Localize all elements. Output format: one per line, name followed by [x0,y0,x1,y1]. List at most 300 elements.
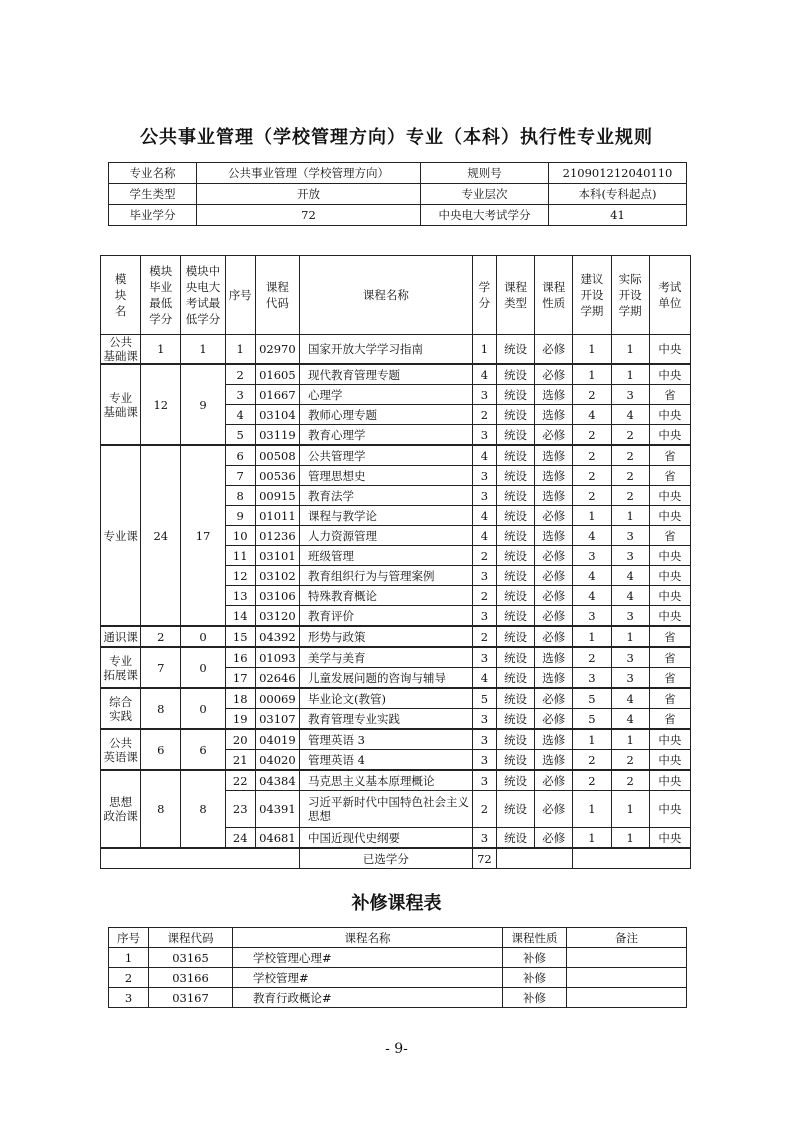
course-code: 00508 [255,445,299,466]
course-type: 统设 [496,770,534,791]
course-seq: 20 [225,729,255,750]
table-row [101,688,691,709]
course-credit: 4 [472,526,496,546]
course-seq: 10 [225,526,255,546]
course-nature: 必修 [535,364,573,385]
course-suggested-term: 1 [573,729,611,750]
module-min-credits: 8 [141,688,181,729]
course-nature: 必修 [535,566,573,586]
course-nature: 必修 [535,335,573,365]
supp-note [567,948,687,968]
course-type: 统设 [496,566,534,586]
module-central-min: 8 [181,770,225,848]
supp-nature: 补修 [503,948,567,968]
supp-nature: 补修 [503,988,567,1008]
page-title: 公共事业管理（学校管理方向）专业（本科）执行性专业规则 [140,127,653,148]
header-nature: 课程 性质 [535,256,573,335]
rule-label: 规则号 [421,163,549,184]
course-credit: 5 [472,688,496,709]
course-seq: 2 [225,364,255,385]
course-name: 教育心理学 [299,425,472,446]
supplementary-table [108,927,687,1008]
course-suggested-term: 2 [573,445,611,466]
course-suggested-term: 3 [573,668,611,689]
course-exam-unit: 中央 [649,364,690,385]
header-actual: 实际 开设 学期 [611,256,649,335]
course-type: 统设 [496,486,534,506]
header-code: 课程 代码 [255,256,299,335]
course-type: 统设 [496,828,534,849]
supp-code: 03167 [149,988,233,1008]
course-seq: 15 [225,626,255,647]
module-min-credits: 12 [141,364,181,445]
course-suggested-term: 5 [573,709,611,730]
course-code: 04681 [255,828,299,849]
course-actual-term: 2 [611,750,649,771]
course-name: 美学与美育 [299,647,472,668]
course-credit: 2 [472,405,496,425]
course-type: 统设 [496,506,534,526]
course-credit: 2 [472,626,496,647]
course-code: 01011 [255,506,299,526]
credits-value: 72 [197,205,421,226]
course-seq: 11 [225,546,255,566]
course-actual-term: 2 [611,445,649,466]
course-name: 管理英语 3 [299,729,472,750]
course-type: 统设 [496,466,534,486]
header-credit: 学 分 [472,256,496,335]
course-nature: 选修 [535,647,573,668]
supplementary-title: 补修课程表 [351,893,442,914]
supp-name: 教育行政概论# [233,988,503,1008]
course-seq: 1 [225,335,255,365]
course-exam-unit: 中央 [649,506,690,526]
course-credit: 4 [472,445,496,466]
module-name: 专业 基础课 [101,364,141,445]
course-name: 国家开放大学学习指南 [299,335,472,365]
module-central-min: 6 [181,729,225,770]
course-name: 习近平新时代中国特色社会主义思想 [299,791,472,828]
table-row [101,770,691,791]
course-actual-term: 3 [611,546,649,566]
course-code: 03120 [255,606,299,627]
supp-header-note: 备注 [567,928,687,948]
course-type: 统设 [496,647,534,668]
module-central-min: 0 [181,647,225,688]
module-min-credits: 2 [141,626,181,647]
course-exam-unit: 中央 [649,425,690,446]
supp-note [567,988,687,1008]
course-suggested-term: 1 [573,506,611,526]
course-name: 班级管理 [299,546,472,566]
course-exam-unit: 省 [649,688,690,709]
supp-name: 学校管理# [233,968,503,988]
course-type: 统设 [496,791,534,828]
course-code: 04392 [255,626,299,647]
course-credit: 3 [472,647,496,668]
module-min-credits: 8 [141,770,181,848]
course-name: 教育组织行为与管理案例 [299,566,472,586]
course-actual-term: 4 [611,709,649,730]
course-actual-term: 2 [611,770,649,791]
level-label: 专业层次 [421,184,549,205]
course-actual-term: 2 [611,466,649,486]
course-suggested-term: 1 [573,828,611,849]
header-name: 课程名称 [299,256,472,335]
course-table [100,255,691,869]
supp-row [109,948,687,968]
course-actual-term: 1 [611,791,649,828]
course-suggested-term: 1 [573,364,611,385]
course-suggested-term: 4 [573,566,611,586]
course-credit: 3 [472,566,496,586]
course-suggested-term: 2 [573,750,611,771]
selected-credits-value: 72 [472,848,496,869]
course-actual-term: 1 [611,335,649,365]
course-code: 03119 [255,425,299,446]
course-exam-unit: 省 [649,668,690,689]
course-type: 统设 [496,586,534,606]
central-credits-value: 41 [549,205,687,226]
table-row [101,364,691,385]
course-name: 教师心理专题 [299,405,472,425]
course-name: 教育管理专业实践 [299,709,472,730]
course-credit: 3 [472,385,496,405]
course-suggested-term: 1 [573,791,611,828]
table-row [101,335,691,365]
course-credit: 1 [472,335,496,365]
course-code: 04020 [255,750,299,771]
course-exam-unit: 省 [649,526,690,546]
module-name: 公共 基础课 [101,335,141,365]
course-exam-unit: 中央 [649,486,690,506]
course-suggested-term: 3 [573,546,611,566]
course-actual-term: 2 [611,425,649,446]
course-name: 教育法学 [299,486,472,506]
header-central-min: 模块中 央电大 考试最 低学分 [181,256,225,335]
supp-row [109,968,687,988]
module-central-min: 17 [181,445,225,626]
course-name: 毕业论文(教管) [299,688,472,709]
module-central-min: 0 [181,688,225,729]
course-actual-term: 1 [611,364,649,385]
course-name: 中国近现代史纲要 [299,828,472,849]
course-credit: 4 [472,364,496,385]
course-seq: 9 [225,506,255,526]
supp-header-nature: 课程性质 [503,928,567,948]
course-actual-term: 3 [611,526,649,546]
course-actual-term: 3 [611,647,649,668]
course-name: 公共管理学 [299,445,472,466]
course-suggested-term: 1 [573,626,611,647]
course-seq: 22 [225,770,255,791]
student-type-value: 开放 [197,184,421,205]
course-type: 统设 [496,750,534,771]
course-name: 管理思想史 [299,466,472,486]
course-name: 马克思主义基本原理概论 [299,770,472,791]
course-code: 03107 [255,709,299,730]
course-credit: 4 [472,668,496,689]
course-seq: 4 [225,405,255,425]
course-seq: 8 [225,486,255,506]
supp-code: 03166 [149,968,233,988]
course-seq: 18 [225,688,255,709]
header-seq: 序号 [225,256,255,335]
course-type: 统设 [496,709,534,730]
course-actual-term: 3 [611,668,649,689]
course-nature: 必修 [535,606,573,627]
module-min-credits: 24 [141,445,181,626]
course-code: 03101 [255,546,299,566]
course-suggested-term: 2 [573,486,611,506]
selected-credits-label: 已选学分 [299,848,472,869]
program-info-table [108,162,687,226]
course-seq: 7 [225,466,255,486]
selected-credits-row [101,848,691,869]
course-type: 统设 [496,606,534,627]
course-type: 统设 [496,385,534,405]
course-nature: 必修 [535,506,573,526]
major-label: 专业名称 [109,163,197,184]
course-exam-unit: 中央 [649,750,690,771]
course-nature: 必修 [535,791,573,828]
course-suggested-term: 2 [573,425,611,446]
course-exam-unit: 省 [649,385,690,405]
course-type: 统设 [496,425,534,446]
module-name: 综合 实践 [101,688,141,729]
course-nature: 必修 [535,546,573,566]
course-credit: 3 [472,750,496,771]
credits-label: 毕业学分 [109,205,197,226]
course-nature: 必修 [535,688,573,709]
course-code: 01236 [255,526,299,546]
course-seq: 16 [225,647,255,668]
course-code: 04384 [255,770,299,791]
course-exam-unit: 中央 [649,770,690,791]
header-module: 模 块 名 [101,256,141,335]
supp-code: 03165 [149,948,233,968]
module-central-min: 9 [181,364,225,445]
course-seq: 24 [225,828,255,849]
course-actual-term: 4 [611,688,649,709]
course-code: 00069 [255,688,299,709]
module-name: 专业课 [101,445,141,626]
course-exam-unit: 中央 [649,791,690,828]
course-exam-unit: 省 [649,466,690,486]
course-credit: 2 [472,586,496,606]
course-suggested-term: 5 [573,688,611,709]
course-actual-term: 1 [611,626,649,647]
course-credit: 3 [472,729,496,750]
course-name: 特殊教育概论 [299,586,472,606]
course-code: 01605 [255,364,299,385]
supp-seq: 2 [109,968,149,988]
course-nature: 选修 [535,526,573,546]
course-exam-unit: 省 [649,709,690,730]
course-seq: 12 [225,566,255,586]
course-seq: 14 [225,606,255,627]
course-nature: 必修 [535,626,573,647]
course-credit: 2 [472,791,496,828]
module-central-min: 1 [181,335,225,365]
course-name: 形势与政策 [299,626,472,647]
course-seq: 23 [225,791,255,828]
course-code: 02646 [255,668,299,689]
course-credit: 3 [472,828,496,849]
course-type: 统设 [496,729,534,750]
course-credit: 3 [472,770,496,791]
course-code: 04391 [255,791,299,828]
student-type-label: 学生类型 [109,184,197,205]
course-name: 儿童发展问题的咨询与辅导 [299,668,472,689]
table-row [101,647,691,668]
course-exam-unit: 中央 [649,566,690,586]
module-name: 专业 拓展课 [101,647,141,688]
course-suggested-term: 2 [573,466,611,486]
course-nature: 选修 [535,486,573,506]
course-seq: 17 [225,668,255,689]
course-code: 00915 [255,486,299,506]
course-nature: 必修 [535,425,573,446]
course-actual-term: 4 [611,586,649,606]
table-row [101,445,691,466]
blank-cell [496,848,572,869]
course-code: 01667 [255,385,299,405]
major-value: 公共事业管理（学校管理方向） [197,163,421,184]
course-exam-unit: 中央 [649,546,690,566]
course-name: 课程与教学论 [299,506,472,526]
course-actual-term: 1 [611,828,649,849]
supp-seq: 3 [109,988,149,1008]
supp-nature: 补修 [503,968,567,988]
module-central-min: 0 [181,626,225,647]
course-code: 02970 [255,335,299,365]
course-seq: 3 [225,385,255,405]
course-type: 统设 [496,364,534,385]
supplementary-table-body [109,948,687,1008]
module-min-credits: 1 [141,335,181,365]
course-credit: 2 [472,546,496,566]
course-nature: 必修 [535,828,573,849]
course-type: 统设 [496,335,534,365]
course-name: 现代教育管理专题 [299,364,472,385]
supp-seq: 1 [109,948,149,968]
blank-cell [101,848,300,869]
course-type: 统设 [496,626,534,647]
course-suggested-term: 1 [573,335,611,365]
central-credits-label: 中央电大考试学分 [421,205,549,226]
course-type: 统设 [496,546,534,566]
course-suggested-term: 3 [573,606,611,627]
course-exam-unit: 省 [649,445,690,466]
course-actual-term: 4 [611,405,649,425]
course-exam-unit: 中央 [649,606,690,627]
course-suggested-term: 4 [573,405,611,425]
course-credit: 3 [472,466,496,486]
course-exam-unit: 中央 [649,729,690,750]
header-type: 课程 类型 [496,256,534,335]
course-exam-unit: 中央 [649,586,690,606]
course-actual-term: 1 [611,506,649,526]
table-row [101,729,691,750]
course-nature: 选修 [535,466,573,486]
course-code: 03104 [255,405,299,425]
course-type: 统设 [496,405,534,425]
course-type: 统设 [496,526,534,546]
level-value: 本科(专科起点) [549,184,687,205]
course-type: 统设 [496,688,534,709]
course-exam-unit: 中央 [649,405,690,425]
course-nature: 选修 [535,385,573,405]
course-code: 04019 [255,729,299,750]
course-exam-unit: 中央 [649,335,690,365]
supp-name: 学校管理心理# [233,948,503,968]
course-credit: 3 [472,709,496,730]
header-exam: 考试 单位 [649,256,690,335]
module-min-credits: 6 [141,729,181,770]
course-actual-term: 4 [611,566,649,586]
course-exam-unit: 省 [649,647,690,668]
course-type: 统设 [496,445,534,466]
course-credit: 4 [472,506,496,526]
course-suggested-term: 2 [573,385,611,405]
course-exam-unit: 中央 [649,828,690,849]
course-seq: 5 [225,425,255,446]
course-suggested-term: 2 [573,770,611,791]
module-name: 思想 政治课 [101,770,141,848]
course-name: 管理英语 4 [299,750,472,771]
course-seq: 6 [225,445,255,466]
course-code: 03102 [255,566,299,586]
course-seq: 19 [225,709,255,730]
course-code: 00536 [255,466,299,486]
supp-row [109,988,687,1008]
course-credit: 3 [472,606,496,627]
course-seq: 21 [225,750,255,771]
supp-header-name: 课程名称 [233,928,503,948]
course-code: 01093 [255,647,299,668]
course-nature: 选修 [535,729,573,750]
course-name: 教育评价 [299,606,472,627]
course-nature: 必修 [535,586,573,606]
course-credit: 3 [472,425,496,446]
supp-header-seq: 序号 [109,928,149,948]
course-credit: 3 [472,486,496,506]
table-row [101,626,691,647]
course-suggested-term: 4 [573,586,611,606]
course-suggested-term: 2 [573,647,611,668]
supp-header-code: 课程代码 [149,928,233,948]
module-name: 通识课 [101,626,141,647]
course-actual-term: 2 [611,486,649,506]
supp-note [567,968,687,988]
course-table-body [101,335,691,869]
header-min-credits: 模块 毕业 最低 学分 [141,256,181,335]
course-nature: 选修 [535,750,573,771]
course-nature: 选修 [535,445,573,466]
course-name: 心理学 [299,385,472,405]
blank-cell [573,848,691,869]
course-code: 03106 [255,586,299,606]
course-seq: 13 [225,586,255,606]
course-name: 人力资源管理 [299,526,472,546]
module-min-credits: 7 [141,647,181,688]
page-number: - 9- [385,1041,408,1057]
course-nature: 必修 [535,709,573,730]
course-exam-unit: 省 [649,626,690,647]
course-nature: 必修 [535,770,573,791]
course-nature: 选修 [535,668,573,689]
